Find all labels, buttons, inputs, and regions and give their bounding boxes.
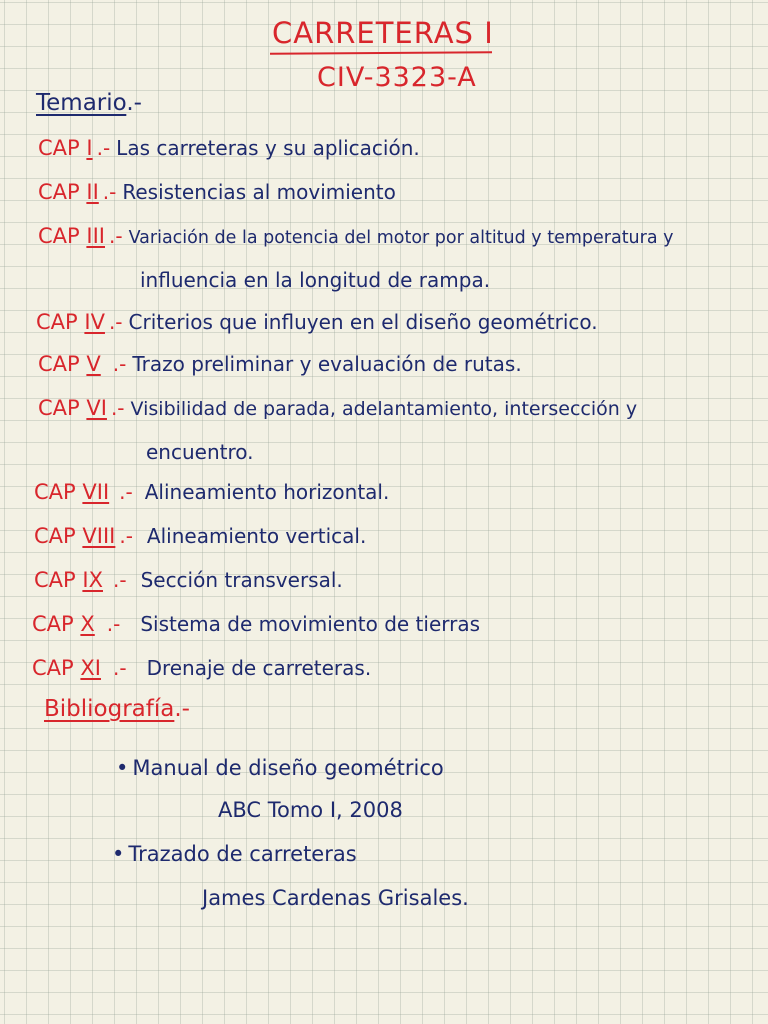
chapter-1-separator: .-	[96, 136, 111, 160]
chapter-11-roman: XI	[80, 656, 101, 680]
chapter-1-roman: I	[86, 136, 93, 160]
chapter-3-separator: .-	[108, 224, 123, 248]
course-code: CIV-3323-A	[317, 62, 477, 93]
chapter-5-cap-label: CAP	[38, 352, 80, 376]
chapter-10-cap-label: CAP	[32, 612, 74, 636]
chapter-2-roman: II	[86, 180, 99, 204]
syllabus-heading	[36, 90, 142, 116]
chapter-9	[34, 568, 343, 592]
chapter-9-cap	[34, 568, 103, 592]
chapter-2-title: Resistencias al movimiento	[122, 180, 396, 204]
bullet-icon: •	[112, 842, 125, 866]
chapter-7-cap	[34, 480, 109, 504]
bibliography-heading	[44, 696, 190, 722]
chapter-11-cap	[32, 656, 101, 680]
chapter-10-roman: X	[80, 612, 95, 636]
chapter-11-separator: .-	[112, 656, 127, 680]
chapter-1-cap	[38, 136, 93, 160]
chapter-3-continuation: influencia en la longitud de rampa.	[140, 268, 491, 292]
bibliography-entry-1-detail: ABC Tomo I, 2008	[218, 798, 403, 822]
chapter-11-cap-label: CAP	[32, 656, 74, 680]
chapter-7	[34, 480, 389, 504]
chapter-5-cap	[38, 352, 101, 376]
chapter-9-cap-label: CAP	[34, 568, 76, 592]
title-underline	[270, 51, 492, 55]
bibliography-entry-2-title-text: Trazado de carreteras	[128, 842, 357, 866]
chapter-4-roman: IV	[84, 310, 105, 334]
chapter-6-cap-label: CAP	[38, 396, 80, 420]
chapter-3-cap	[38, 224, 105, 248]
chapter-2-cap	[38, 180, 99, 204]
chapter-3-title: Variación de la potencia del motor por altitud y temperatura y	[128, 228, 674, 248]
chapter-3	[38, 224, 673, 248]
chapter-7-separator: .-	[119, 480, 133, 504]
chapter-2-cap-label: CAP	[38, 180, 80, 204]
chapter-9-separator: .-	[112, 568, 127, 592]
chapter-8-separator: .-	[119, 524, 133, 548]
chapter-5	[38, 352, 522, 376]
chapter-4-cap-label: CAP	[36, 310, 78, 334]
chapter-6-title: Visibilidad de parada, adelantamiento, intersección y	[130, 398, 638, 420]
chapter-10-title: Sistema de movimiento de tierras	[140, 612, 481, 636]
chapter-3-cap-label: CAP	[38, 224, 80, 248]
chapter-8-cap-label: CAP	[34, 524, 76, 548]
syllabus-heading-text: Temario	[36, 90, 127, 116]
chapter-7-cap-label: CAP	[34, 480, 76, 504]
chapter-4-separator: .-	[108, 310, 123, 334]
chapter-9-title: Sección transversal.	[140, 568, 343, 592]
chapter-8-title: Alineamiento vertical.	[146, 524, 367, 548]
bibliography-entry-2-detail: James Cardenas Grisales.	[202, 886, 469, 910]
chapter-5-separator: .-	[112, 352, 127, 376]
chapter-4-cap	[36, 310, 105, 334]
bibliography-heading-suffix: .-	[174, 696, 190, 722]
chapter-7-roman: VII	[82, 480, 110, 504]
chapter-3-roman: III	[86, 224, 105, 248]
chapter-5-roman: V	[86, 352, 101, 376]
chapter-2-separator: .-	[102, 180, 117, 204]
chapter-6-cap	[38, 396, 107, 420]
page-title: CARRETERAS I	[272, 16, 494, 50]
chapter-4-title: Criterios que influyen en el diseño geométrico.	[128, 310, 598, 334]
chapter-6	[38, 396, 637, 420]
chapter-6-continuation: encuentro.	[146, 440, 254, 464]
bibliography-heading-text: Bibliografía	[44, 696, 175, 722]
bullet-icon: •	[116, 756, 129, 780]
chapter-10	[32, 612, 480, 636]
chapter-11	[32, 656, 371, 680]
chapter-2	[38, 180, 396, 204]
chapter-5-title: Trazo preliminar y evaluación de rutas.	[132, 352, 522, 376]
bibliography-entry-1-title-text: Manual de diseño geométrico	[132, 756, 444, 780]
bibliography-entry-1-title	[116, 756, 444, 780]
chapter-1	[38, 136, 420, 160]
chapter-9-roman: IX	[82, 568, 103, 592]
bibliography-entry-2-title	[112, 842, 357, 866]
chapter-10-cap	[32, 612, 95, 636]
chapter-11-title: Drenaje de carreteras.	[146, 656, 372, 680]
chapter-1-cap-label: CAP	[38, 136, 80, 160]
chapter-8-cap	[34, 524, 115, 548]
chapter-6-roman: VI	[86, 396, 107, 420]
chapter-6-separator: .-	[110, 396, 125, 420]
chapter-8	[34, 524, 366, 548]
chapter-4	[36, 310, 598, 334]
chapter-8-roman: VIII	[82, 524, 116, 548]
chapter-7-title: Alineamiento horizontal.	[144, 480, 390, 504]
chapter-1-title: Las carreteras y su aplicación.	[116, 136, 420, 160]
syllabus-heading-suffix: .-	[126, 90, 142, 116]
chapter-10-separator: .-	[106, 612, 121, 636]
